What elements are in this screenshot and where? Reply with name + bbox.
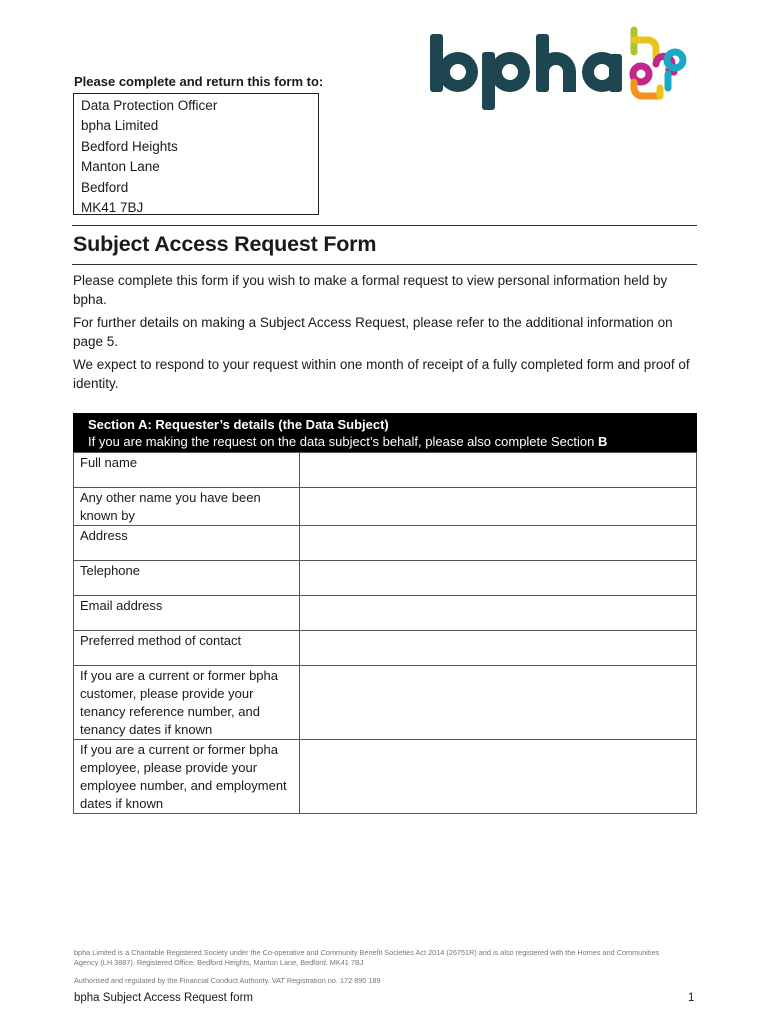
section-a-note [88,433,697,450]
field-label-email: Email address [74,596,300,631]
return-instruction: Please complete and return this form to: [74,74,324,89]
legal-notice: bpha Limited is a Charitable Registered Society under the Co-operative and Community Benefit Societies Act 2014 (26751R) and is also registered with the Homes and Communities Agency (LH 3887). Registered Office: Bedford Heights, Manton Lane, Bedford. MK41 7BJ [74,948,660,967]
contact-method-field[interactable] [300,631,697,666]
divider [72,264,697,265]
table-row [74,631,697,666]
section-a-note-text: If you are making the request on the data subject’s behalf, please also complete Section [88,434,598,449]
return-address-box [73,93,319,215]
table-row [74,561,697,596]
field-label-full-name: Full name [74,453,300,488]
divider [72,225,697,226]
field-label-address: Address [74,526,300,561]
employee-number-field[interactable] [300,740,697,814]
table-row [74,666,697,740]
section-a-title: Section A: Requester’s details (the Data Subject) [88,417,389,432]
field-label-other-names: Any other name you have been known by [74,488,300,526]
address-line: bpha Limited [81,118,159,134]
address-line: Bedford Heights [81,138,178,154]
page-number: 1 [688,992,695,1004]
address-line: Manton Lane [81,159,160,175]
full-name-field[interactable] [300,453,697,488]
table-row [74,488,697,526]
page-title: Subject Access Request Form [73,232,377,256]
section-b-reference: B [597,434,608,449]
address-line: MK41 7BJ [81,200,144,216]
table-row [74,596,697,631]
telephone-field[interactable] [300,561,697,596]
intro-paragraph: For further details on making a Subject Access Request, please refer to the additional information on page 5. [73,315,673,349]
field-label-contact-method: Preferred method of contact [74,631,300,666]
section-a-header [73,413,697,453]
table-row [74,740,697,814]
address-line: Data Protection Officer [81,98,218,113]
email-field[interactable] [300,596,697,631]
tenancy-reference-field[interactable] [300,666,697,740]
fca-notice: Authorised and regulated by the Financial Conduct Authority. VAT Registration no. 172 890 189 [74,976,381,985]
field-label-telephone: Telephone [74,561,300,596]
intro-paragraph: Please complete this form if you wish to make a formal request to view personal information held by bpha. [73,273,668,307]
intro-paragraph: We expect to respond to your request within one month of receipt of a fully completed form and proof of identity. [73,357,690,391]
section-a-table [73,452,697,814]
other-names-field[interactable] [300,488,697,526]
table-row [74,526,697,561]
field-label-tenancy: If you are a current or former bpha customer, please provide your tenancy reference number, and tenancy dates if known [74,666,300,740]
logo-wordmark [430,34,622,110]
address-line: Bedford [81,179,129,195]
bpha-logo [428,24,690,110]
table-row [74,453,697,488]
address-field[interactable] [300,526,697,561]
document-name: bpha Subject Access Request form [74,992,253,1004]
logo-knot [633,30,683,96]
field-label-employee: If you are a current or former bpha employee, please provide your employee number, and employment dates if known [74,740,300,814]
